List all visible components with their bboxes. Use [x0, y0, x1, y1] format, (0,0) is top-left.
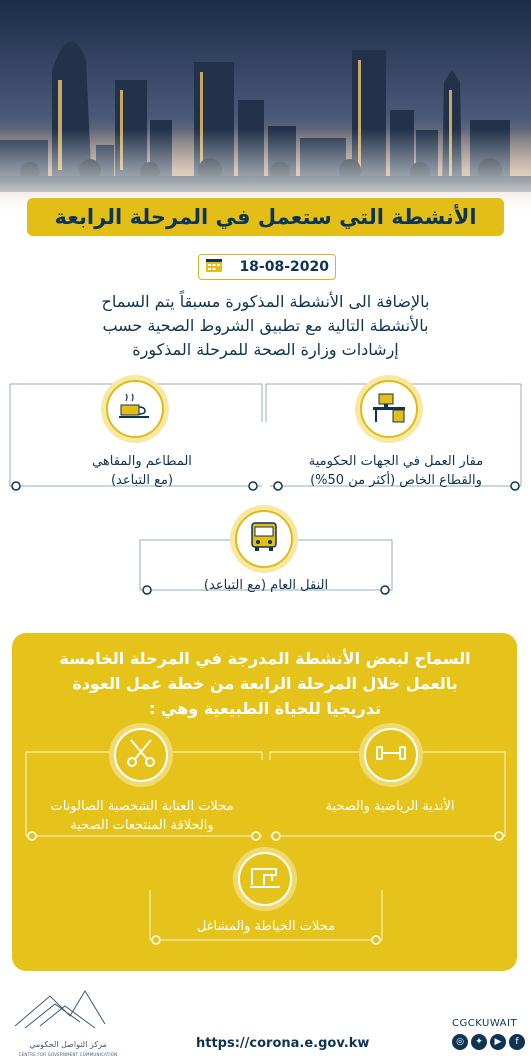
panel-line: بالعمل خلال المرحلة الرابعة من خطة عمل العودة: [72, 674, 458, 693]
scissors-comb-icon: [124, 736, 158, 774]
panel-item-icon: [364, 728, 418, 782]
dumbbell-icon: [374, 738, 408, 772]
logo-text: مركز التواصل الحكومي: [29, 1040, 107, 1049]
panel-item-label: محلات الخياطة والمشاغل: [196, 919, 336, 934]
footer-url-link[interactable]: https://corona.e.gov.kw: [196, 1036, 370, 1051]
facebook-icon[interactable]: f: [509, 1034, 525, 1050]
panel-line: السماح لبعض الأنشطة المدرجة في المرحلة الخامسة: [59, 649, 471, 668]
sewing-machine-icon: [248, 861, 282, 897]
logo-subtext: CENTRE FOR GOVERNMENT COMMUNICATION: [18, 1052, 118, 1057]
date-text: 18-08-2020: [239, 259, 329, 275]
social-icons: [452, 1034, 525, 1050]
page-title: الأنشطة التي ستعمل في المرحلة الرابعة: [27, 198, 504, 236]
youtube-icon[interactable]: ▶: [490, 1034, 506, 1050]
panel-item-label: الأندية الرياضية والصحية: [325, 799, 455, 814]
panel-line: تدريجيا للحياة الطبيعية وهي :: [149, 699, 381, 718]
intro-line: بالإضافة الى الأنشطة المذكورة مسبقاً يتم السماح: [101, 292, 430, 311]
panel-item-label: محلات العناية الشخصية الصالونات والحلاقة المنتجعات الصحية: [50, 799, 234, 833]
activity-label: النقل العام (مع التباعد): [203, 578, 329, 593]
twitter-icon[interactable]: ✦: [471, 1034, 487, 1050]
social-handle: CGCKUWAIT: [452, 1018, 518, 1029]
activity-label: المطاعم والمقاهي (مع التباعد): [92, 454, 192, 488]
panel-item-icon: [114, 728, 168, 782]
intro-line: إرشادات وزارة الصحة للمرحلة المذكورة: [132, 340, 399, 359]
instagram-icon[interactable]: ◎: [452, 1034, 468, 1050]
intro-line: بالأنشطة التالية مع تطبيق الشروط الصحية حسب: [102, 316, 429, 335]
activity-label: مقار العمل في الجهات الحكومية والقطاع الخاص (أكثر من 50%): [308, 454, 484, 488]
panel-item-icon: [238, 852, 292, 906]
cgc-logo: [10, 986, 120, 1042]
